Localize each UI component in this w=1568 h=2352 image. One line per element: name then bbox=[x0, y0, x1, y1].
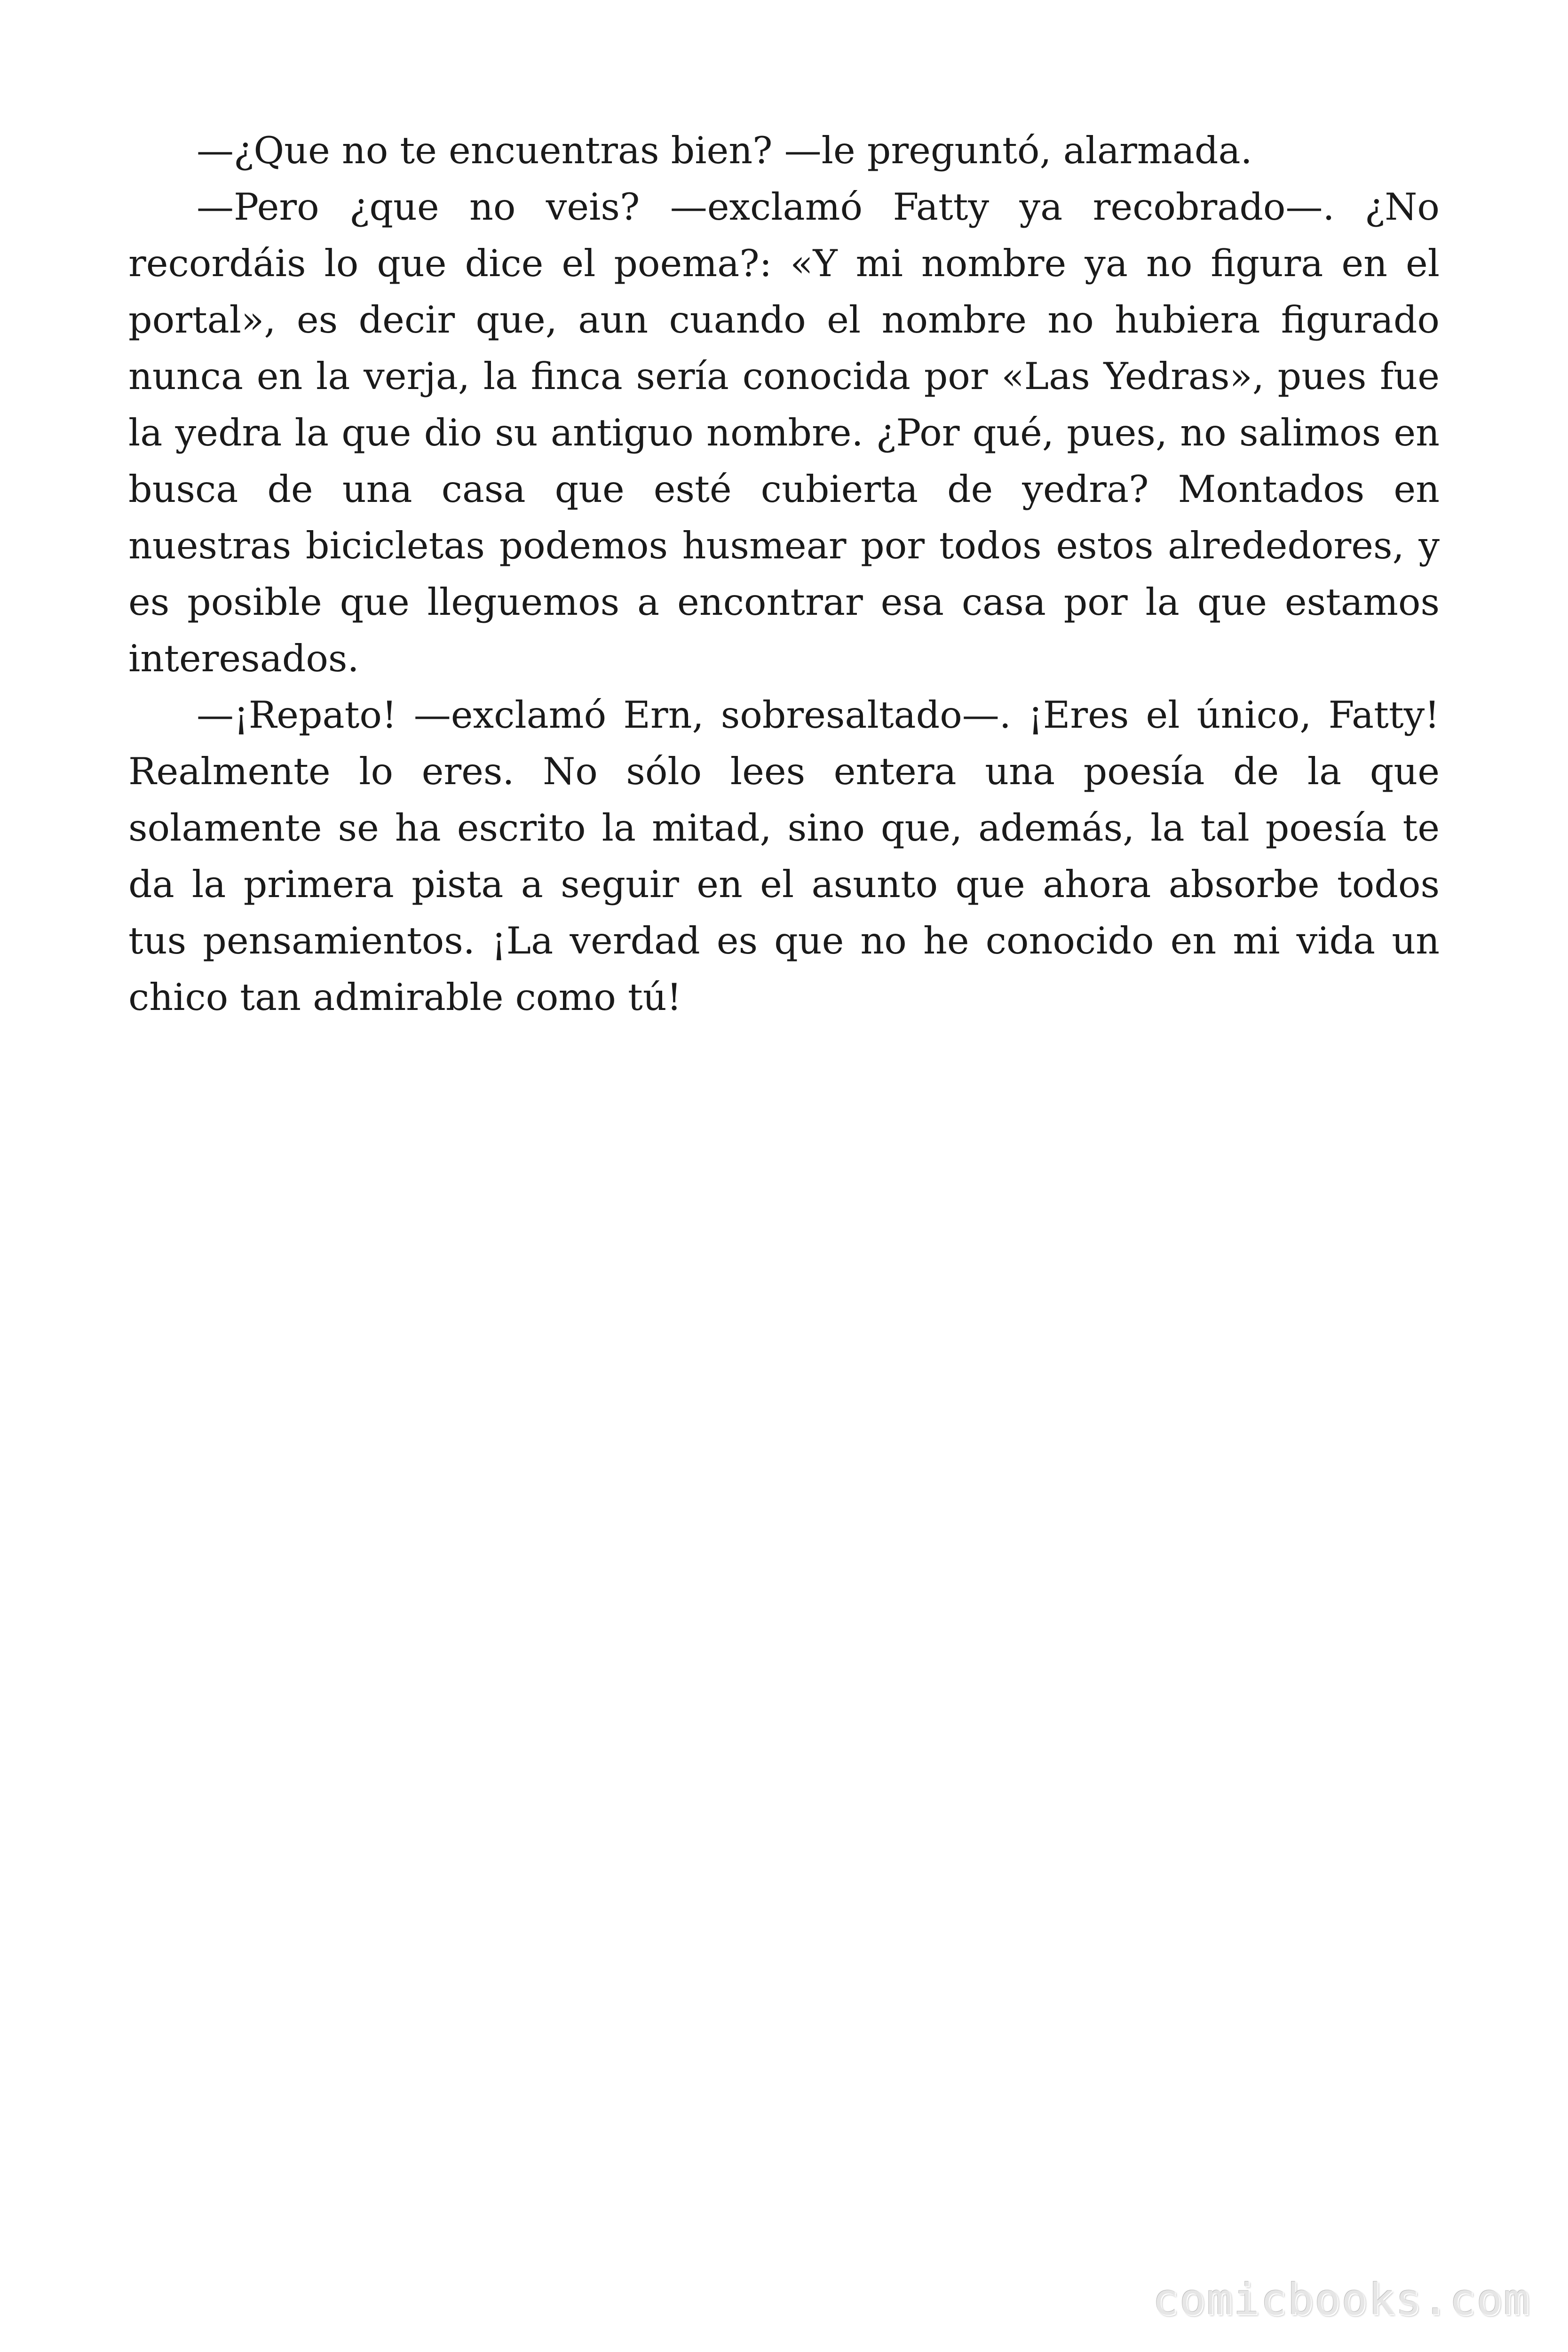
watermark: comicbooks.com bbox=[1152, 2274, 1530, 2325]
paragraph-3: —¡Repato! —exclamó Ern, sobresaltado—. ¡Eres el único, Fatty! Realmente lo eres. No sólo lees entera una poesía de la que solamente se ha escrito la mitad, sino que, además, la tal poesía te da la primera pista a seguir en el asunto que ahora absorbe todos tus pensamientos. ¡La verdad es que no he conocido en mi vida un chico tan admirable como tú! bbox=[128, 693, 1440, 1019]
paragraph-2: —Pero ¿que no veis? —exclamó Fatty ya recobrado—. ¿No recordáis lo que dice el poema?: «Y mi nombre ya no figura en el portal», es decir que, aun cuando el nombre no hubiera figurado nunca en la verja, la finca sería conocida por «Las Yedras», pues fue la yedra la que dio su antiguo nombre. ¿Por qué, pues, no salimos en busca de una casa que esté cubierta de yedra? Montados en nuestras bicicletas podemos husmear por todos estos alrededores, y es posible que lleguemos a encontrar esa casa por la que estamos interesados. bbox=[128, 185, 1440, 680]
paragraph-1: —¿Que no te encuentras bien? —le preguntó, alarmada. bbox=[197, 129, 1252, 172]
body-text bbox=[128, 122, 1440, 1025]
